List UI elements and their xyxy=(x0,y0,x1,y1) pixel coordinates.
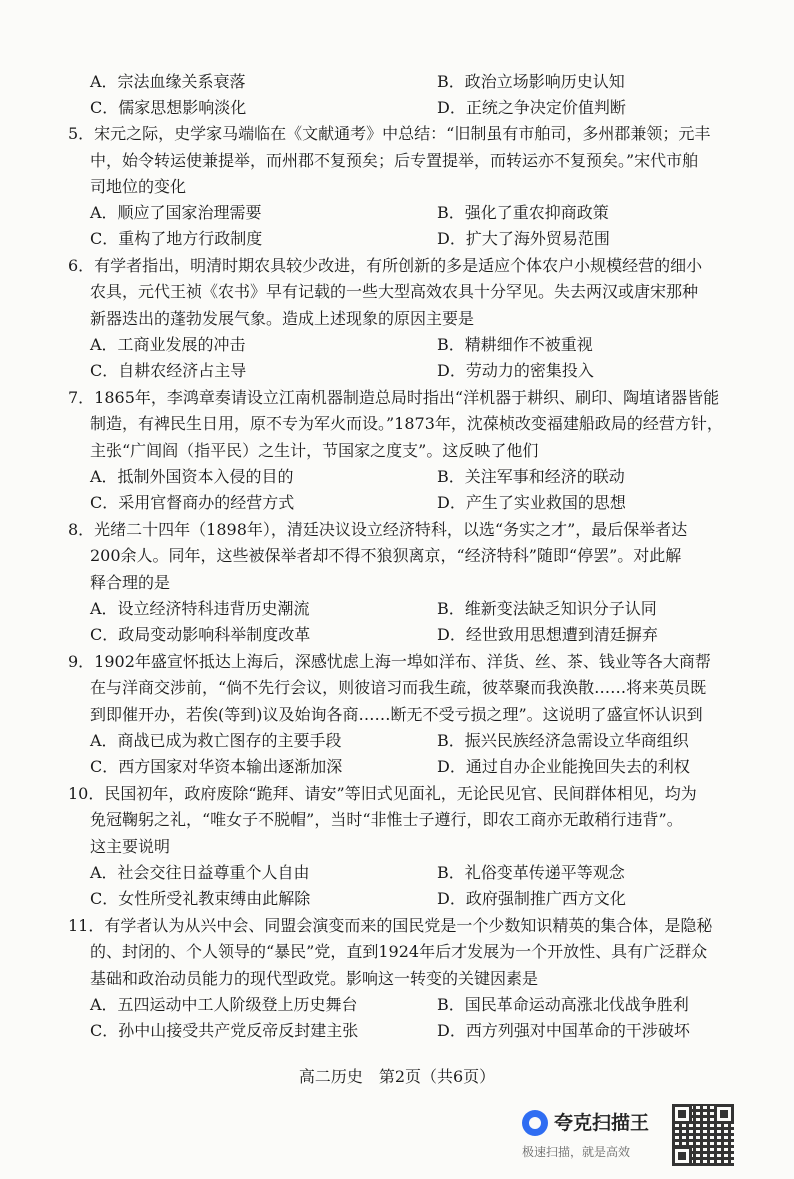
option-10c: C．女性所受礼教束缚由此解除 xyxy=(90,889,311,908)
scanner-brand-name: 夸克扫描王 xyxy=(554,1112,650,1134)
question-5-line-2: 中，始令转运使兼提举，而州郡不复预矣；后专置提举，而转运亦不复预矣。”宋代市舶 xyxy=(90,151,699,170)
option-11a: A．五四运动中工人阶级登上历史舞台 xyxy=(90,995,358,1014)
question-8-line-3: 释合理的是 xyxy=(90,573,171,592)
scanner-slogan: 极速扫描，就是高效 xyxy=(522,1145,631,1159)
option-6d: D．劳动力的密集投入 xyxy=(437,361,594,380)
question-10-line-1: 10．民国初年，政府废除“跪拜、请安”等旧式见面礼，无论民见官、民间群体相见，均为 xyxy=(68,784,697,803)
question-11-line-1: 11．有学者认为从兴中会、同盟会演变而来的国民党是一个少数知识精英的集合体，是隐秘 xyxy=(68,916,713,935)
option-11b: B．国民革命运动高涨北伐战争胜利 xyxy=(437,995,689,1014)
question-5-line-3: 司地位的变化 xyxy=(90,177,187,196)
question-9-line-1: 9．1902年盛宣怀抵达上海后，深感忧虑上海一埠如洋布、洋货、丝、茶、钱业等各大商帮 xyxy=(68,652,711,671)
option-11c: C．孙中山接受共产党反帝反封建主张 xyxy=(90,1021,359,1040)
option-8a: A．设立经济特科违背历史潮流 xyxy=(90,599,310,618)
question-9-line-3: 到即催开办，若俟(等到)议及始询各商……断无不受亏损之理”。这说明了盛宣怀认识到 xyxy=(90,705,703,724)
option-11d: D．西方列强对中国革命的干涉破坏 xyxy=(437,1021,690,1040)
option-10a: A．社会交往日益尊重个人自由 xyxy=(90,863,310,882)
option-6c: C．自耕农经济占主导 xyxy=(90,361,247,380)
question-7-line-2: 制造，有裨民生日用，原不专为军火而设。”1873年，沈葆桢改变福建船政局的经营方针， xyxy=(90,414,723,433)
question-9-line-2: 在与洋商交涉前，“倘不先行会议，则彼谙习而我生疏，彼萃聚而我涣散……将来英员既 xyxy=(90,678,707,697)
scanner-brand xyxy=(522,1106,672,1166)
option-5c: C．重构了地方行政制度 xyxy=(90,229,263,248)
option-6b: B．精耕细作不被重视 xyxy=(437,335,593,354)
option-8d: D．经世致用思想遭到清廷摒弃 xyxy=(437,625,658,644)
option-8c: C．政局变动影响科举制度改革 xyxy=(90,625,311,644)
option-9b: B．振兴民族经济急需设立华商组织 xyxy=(437,731,689,750)
question-11-line-3: 基础和政治动员能力的现代型政党。影响这一转变的关键因素是 xyxy=(90,969,539,988)
option-7a: A．抵制外国资本入侵的目的 xyxy=(90,467,294,486)
option-8b: B．维新变法缺乏知识分子认同 xyxy=(437,599,657,618)
scanner-logo-icon xyxy=(522,1110,548,1136)
question-7-line-1: 7．1865年，李鸿章奏请设立江南机器制造总局时指出“洋机器于耕织、刷印、陶埴诸器皆能 xyxy=(68,388,720,407)
qr-code-icon xyxy=(672,1104,734,1166)
question-8-line-1: 8．光绪二十四年（1898年），清廷决议设立经济特科，以选“务实之才”，最后保举者达 xyxy=(68,520,688,539)
question-8-line-2: 200余人。同年，这些被保举者却不得不狼狈离京，“经济特科”随即“停罢”。对此解 xyxy=(90,546,682,565)
question-10-line-3: 这主要说明 xyxy=(90,837,171,856)
option-4c: C．儒家思想影响淡化 xyxy=(90,98,247,117)
question-11-line-2: 的、封闭的、个人领导的“暴民”党，直到1924年后才发展为一个开放性、具有广泛群众 xyxy=(90,942,708,961)
option-9a: A．商战已成为救亡图存的主要手段 xyxy=(90,731,342,750)
option-9d: D．通过自办企业能挽回失去的利权 xyxy=(437,757,690,776)
option-7d: D．产生了实业救国的思想 xyxy=(437,493,626,512)
question-10-line-2: 免冠鞠躬之礼，“唯女子不脱帽”，当时“非惟士子遵行，即农工商亦无敢稍行违背”。 xyxy=(90,810,683,829)
question-6-line-1: 6．有学者指出，明清时期农具较少改进，有所创新的多是适应个体农户小规模经营的细小 xyxy=(68,256,703,275)
option-5b: B．强化了重农抑商政策 xyxy=(437,203,609,222)
option-4b: B．政治立场影响历史认知 xyxy=(437,72,625,91)
option-7b: B．关注军事和经济的联动 xyxy=(437,467,625,486)
question-6-line-2: 农具，元代王祯《农书》早有记载的一些大型高效农具十分罕见。失去两汉或唐宋那种 xyxy=(90,282,699,301)
option-10d: D．政府强制推广西方文化 xyxy=(437,889,626,908)
question-7-line-3: 主张“广闾阎（指平民）之生计，节国家之度支”。这反映了他们 xyxy=(90,441,539,460)
page-footer: 高二历史 第2页（共6页） xyxy=(298,1067,496,1086)
question-5-line-1: 5．宋元之际，史学家马端临在《文献通考》中总结：“旧制虽有市舶司，多州郡兼领；元丰 xyxy=(68,124,711,143)
option-10b: B．礼俗变革传递平等观念 xyxy=(437,863,625,882)
option-4d: D．正统之争决定价值判断 xyxy=(437,98,626,117)
option-4a: A．宗法血缘关系衰落 xyxy=(90,72,246,91)
option-5a: A．顺应了国家治理需要 xyxy=(90,203,262,222)
option-6a: A．工商业发展的冲击 xyxy=(90,335,246,354)
option-9c: C．西方国家对华资本输出逐渐加深 xyxy=(90,757,343,776)
option-7c: C．采用官督商办的经营方式 xyxy=(90,493,295,512)
question-6-line-3: 新器迭出的蓬勃发展气象。造成上述现象的原因主要是 xyxy=(90,309,475,328)
option-5d: D．扩大了海外贸易范围 xyxy=(437,229,610,248)
